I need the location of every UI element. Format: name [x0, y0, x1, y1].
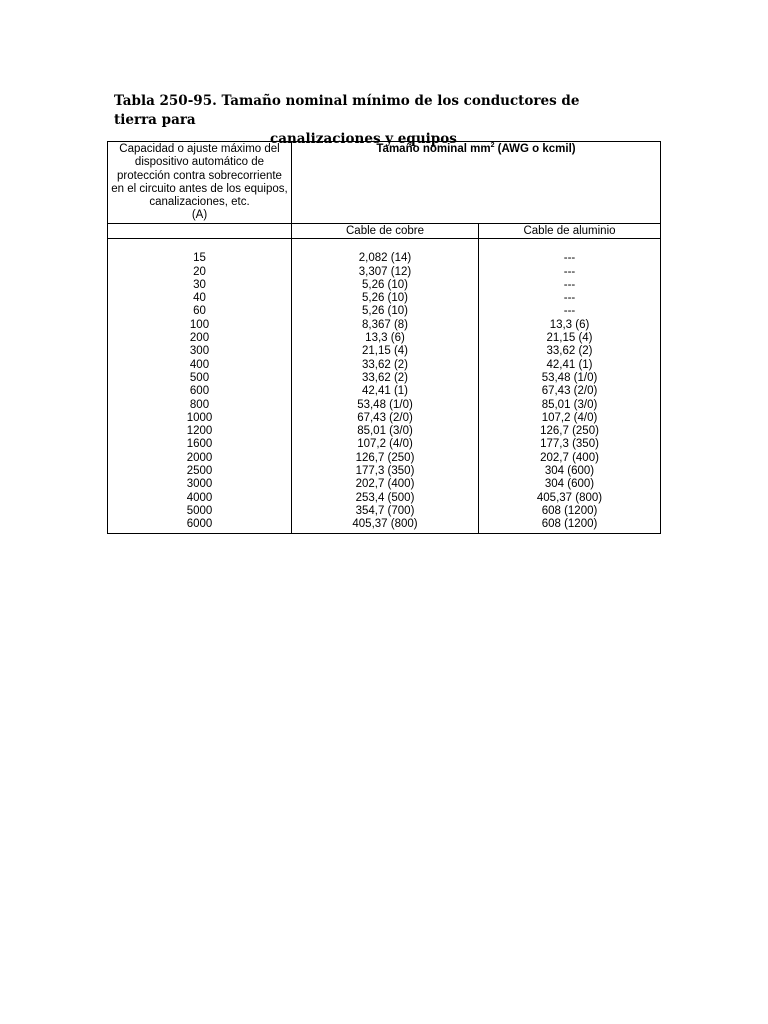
aluminum-value: 608 (1200) — [541, 518, 598, 531]
copper-value: 8,367 (8) — [361, 318, 409, 331]
aluminum-value: 304 (600) — [544, 465, 595, 478]
header-capacity-line: canalizaciones, etc. — [149, 196, 250, 209]
capacity-value: 15 — [193, 252, 206, 265]
header-nominal-size-units: (AWG o kcmil) — [494, 143, 576, 155]
capacity-value: 800 — [189, 398, 210, 411]
capacity-value: 2500 — [186, 465, 213, 478]
subheader-capacity — [108, 224, 292, 239]
copper-value: 33,62 (2) — [361, 371, 409, 384]
capacity-value: 2000 — [186, 451, 213, 464]
table-title-line-1: Tabla 250-95. Tamaño nominal mínimo de los conductores de tierra para — [114, 93, 580, 128]
header-capacity-line: dispositivo automático de — [134, 156, 265, 169]
aluminum-value: 304 (600) — [544, 478, 595, 491]
aluminum-value: 13,3 (6) — [549, 318, 590, 331]
capacity-value: 300 — [189, 345, 210, 358]
copper-column — [292, 239, 479, 533]
grounding-conductor-table — [107, 141, 661, 534]
capacity-value: 60 — [193, 305, 206, 318]
copper-value: 405,37 (800) — [352, 518, 418, 531]
aluminum-value: --- — [563, 305, 576, 318]
aluminum-value: --- — [563, 292, 576, 305]
aluminum-value: 21,15 (4) — [546, 332, 593, 345]
copper-value: 67,43 (2/0) — [357, 411, 413, 424]
capacity-value: 40 — [193, 292, 206, 305]
aluminum-value: 33,62 (2) — [546, 345, 593, 358]
header-capacity — [108, 142, 292, 224]
header-nominal-size — [292, 142, 661, 224]
capacity-column — [108, 239, 292, 533]
capacity-value: 20 — [193, 265, 206, 278]
copper-value: 42,41 (1) — [361, 385, 409, 398]
copper-value: 3,307 (12) — [358, 265, 412, 278]
copper-value: 13,3 (6) — [365, 332, 405, 345]
copper-value: 177,3 (350) — [355, 465, 415, 478]
copper-value: 354,7 (700) — [355, 504, 415, 517]
capacity-value: 6000 — [186, 518, 213, 531]
copper-value: 126,7 (250) — [355, 451, 415, 464]
capacity-value: 5000 — [186, 504, 213, 517]
table-title-line-2: canalizaciones y equipos — [270, 131, 457, 147]
copper-value: 5,26 (10) — [361, 292, 409, 305]
capacity-value: 500 — [189, 371, 210, 384]
copper-value: 2,082 (14) — [358, 252, 412, 265]
table-header-row — [108, 142, 661, 224]
copper-value: 107,2 (4/0) — [357, 438, 413, 451]
header-nominal-size-superscript: 2 — [490, 142, 495, 150]
capacity-value: 1600 — [186, 438, 213, 451]
aluminum-value: --- — [563, 278, 576, 291]
aluminum-value: 202,7 (400) — [540, 451, 599, 464]
capacity-value: 1200 — [186, 425, 213, 438]
table-subheader-row — [108, 224, 661, 239]
aluminum-value: --- — [563, 252, 576, 265]
copper-value: 5,26 (10) — [361, 278, 409, 291]
copper-value: 253,4 (500) — [355, 491, 415, 504]
capacity-value: 200 — [189, 332, 210, 345]
capacity-value: 30 — [193, 278, 206, 291]
capacity-value: 400 — [189, 358, 210, 371]
copper-value: 85,01 (3/0) — [357, 425, 413, 438]
capacity-value: 600 — [189, 385, 210, 398]
header-nominal-size-text: Tamaño nominal mm — [376, 143, 491, 155]
capacity-value: 4000 — [186, 491, 213, 504]
header-capacity-line: en el circuito antes de los equipos, — [111, 182, 288, 195]
aluminum-value: 126,7 (250) — [540, 425, 599, 438]
capacity-value: 1000 — [186, 411, 213, 424]
copper-value: 33,62 (2) — [361, 358, 409, 371]
aluminum-value: 85,01 (3/0) — [541, 398, 598, 411]
copper-value: 53,48 (1/0) — [357, 398, 413, 411]
aluminum-value: --- — [563, 265, 576, 278]
subheader-copper: Cable de cobre — [292, 224, 479, 239]
copper-value: 202,7 (400) — [355, 478, 415, 491]
aluminum-value: 177,3 (350) — [540, 438, 599, 451]
capacity-value: 3000 — [186, 478, 213, 491]
aluminum-column — [479, 239, 661, 533]
capacity-value: 100 — [189, 318, 210, 331]
table-body-row — [108, 239, 661, 533]
subheader-aluminum: Cable de aluminio — [479, 224, 661, 239]
header-capacity-line: protección contra sobrecorriente — [117, 169, 282, 182]
aluminum-value: 53,48 (1/0) — [541, 371, 598, 384]
copper-value: 21,15 (4) — [361, 345, 409, 358]
aluminum-value: 608 (1200) — [541, 504, 598, 517]
header-capacity-line: Capacidad o ajuste máximo del — [119, 143, 280, 155]
aluminum-value: 67,43 (2/0) — [541, 385, 598, 398]
copper-value: 5,26 (10) — [361, 305, 409, 318]
aluminum-value: 107,2 (4/0) — [541, 411, 598, 424]
aluminum-value: 42,41 (1) — [546, 358, 593, 371]
aluminum-value: 405,37 (800) — [536, 491, 603, 504]
header-capacity-line: (A) — [191, 209, 208, 222]
